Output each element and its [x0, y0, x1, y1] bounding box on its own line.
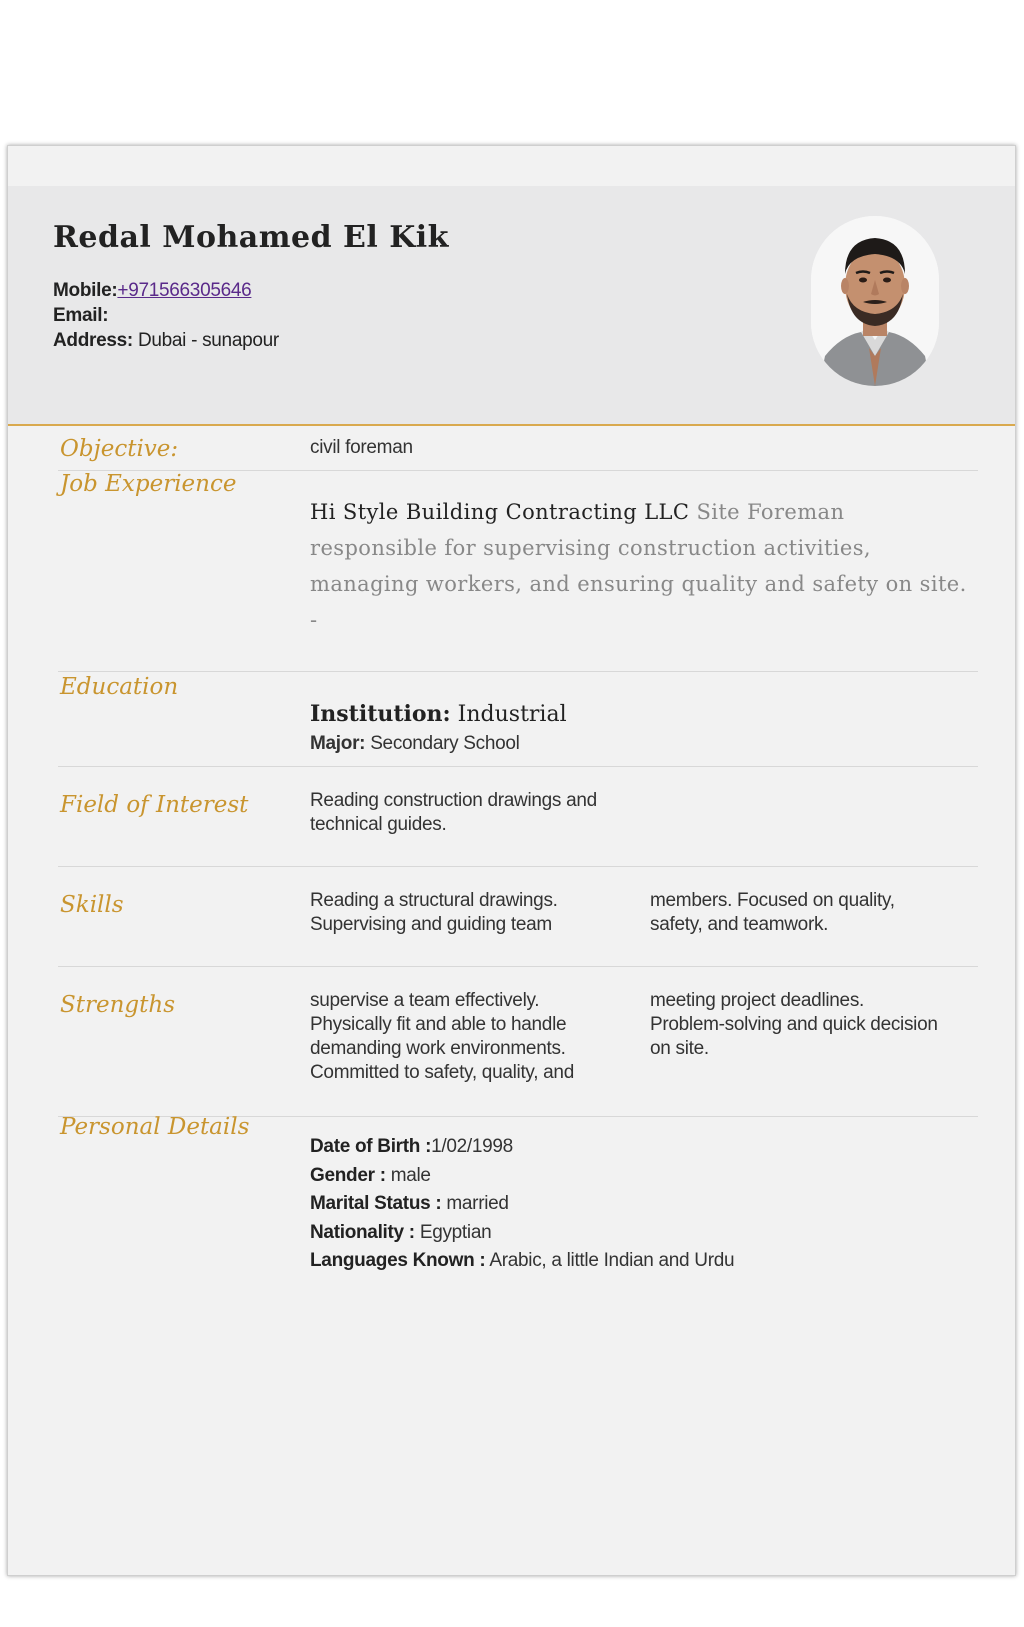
field-of-interest-line: Reading construction drawings and [310, 790, 597, 811]
candidate-name: Redal Mohamed El Kik [53, 220, 449, 255]
dob-row [310, 1136, 513, 1158]
divider [58, 966, 978, 967]
mobile-label: Mobile: [53, 280, 118, 301]
job-company: Hi Style Building Contracting LLC [310, 500, 690, 524]
profile-photo [811, 216, 939, 386]
skills-line: Reading a structural drawings. [310, 890, 558, 911]
marital-row [310, 1193, 509, 1215]
dob-label: Date of Birth : [310, 1136, 432, 1157]
contact-block [53, 278, 279, 353]
skills-line: members. Focused on quality, [650, 890, 895, 911]
address-label: Address: [53, 330, 133, 351]
divider [58, 671, 978, 672]
strengths-column-1 [310, 989, 574, 1085]
email-row [53, 303, 279, 328]
field-of-interest-line: technical guides. [310, 814, 447, 835]
strengths-line: Committed to safety, quality, and [310, 1062, 574, 1083]
languages-value: Arabic, a little Indian and Urdu [489, 1250, 735, 1271]
major-label: Major: [310, 733, 366, 754]
resume-header [8, 186, 1015, 426]
strengths-line: supervise a team effectively. [310, 990, 540, 1011]
divider [58, 766, 978, 767]
major-value: Secondary School [370, 733, 520, 754]
education-institution [310, 701, 567, 727]
gender-value: male [390, 1165, 431, 1186]
dob-value: 1/02/1998 [431, 1136, 513, 1157]
strengths-heading: Strengths [60, 992, 175, 1018]
languages-label: Languages Known : [310, 1250, 486, 1271]
gender-row [310, 1165, 431, 1187]
strengths-line: Physically fit and able to handle [310, 1014, 567, 1035]
strengths-line: Problem-solving and quick decision [650, 1014, 938, 1035]
marital-value: married [446, 1193, 509, 1214]
strengths-column-2 [650, 989, 938, 1061]
strengths-line: meeting project deadlines. [650, 990, 865, 1011]
strengths-line: on site. [650, 1038, 709, 1059]
mobile-row [53, 278, 279, 303]
skills-line: safety, and teamwork. [650, 914, 829, 935]
marital-label: Marital Status : [310, 1193, 442, 1214]
address-row [53, 328, 279, 353]
nationality-value: Egyptian [419, 1222, 492, 1243]
education-major [310, 732, 520, 756]
skills-heading: Skills [60, 892, 124, 918]
skills-column-1 [310, 889, 558, 937]
objective-value: civil foreman [310, 437, 413, 458]
education-heading: Education [60, 674, 179, 700]
strengths-line: demanding work environments. [310, 1038, 566, 1059]
skills-column-2 [650, 889, 895, 937]
field-of-interest-heading: Field of Interest [60, 792, 249, 818]
job-experience-entry [310, 494, 970, 638]
field-of-interest-text [310, 789, 597, 837]
objective-heading: Objective: [60, 436, 179, 462]
mobile-link[interactable]: +971566305646 [117, 280, 252, 301]
job-description: Site Foreman responsible for supervising construction activities, managing workers, and ensuring quality and safety on site. - [310, 500, 967, 632]
profile-photo-portrait [811, 216, 939, 386]
gender-label: Gender : [310, 1165, 386, 1186]
nationality-label: Nationality : [310, 1222, 415, 1243]
languages-row [310, 1250, 734, 1272]
institution-label: Institution: [310, 701, 451, 727]
job-experience-heading: Job Experience [60, 471, 237, 497]
resume-page [7, 145, 1016, 1576]
institution-value: Industrial [457, 702, 567, 727]
email-label: Email: [53, 305, 109, 326]
address-value: Dubai - sunapour [137, 330, 279, 351]
nationality-row [310, 1222, 491, 1244]
skills-line: Supervising and guiding team [310, 914, 552, 935]
personal-details-heading: Personal Details [60, 1114, 250, 1140]
divider [58, 866, 978, 867]
